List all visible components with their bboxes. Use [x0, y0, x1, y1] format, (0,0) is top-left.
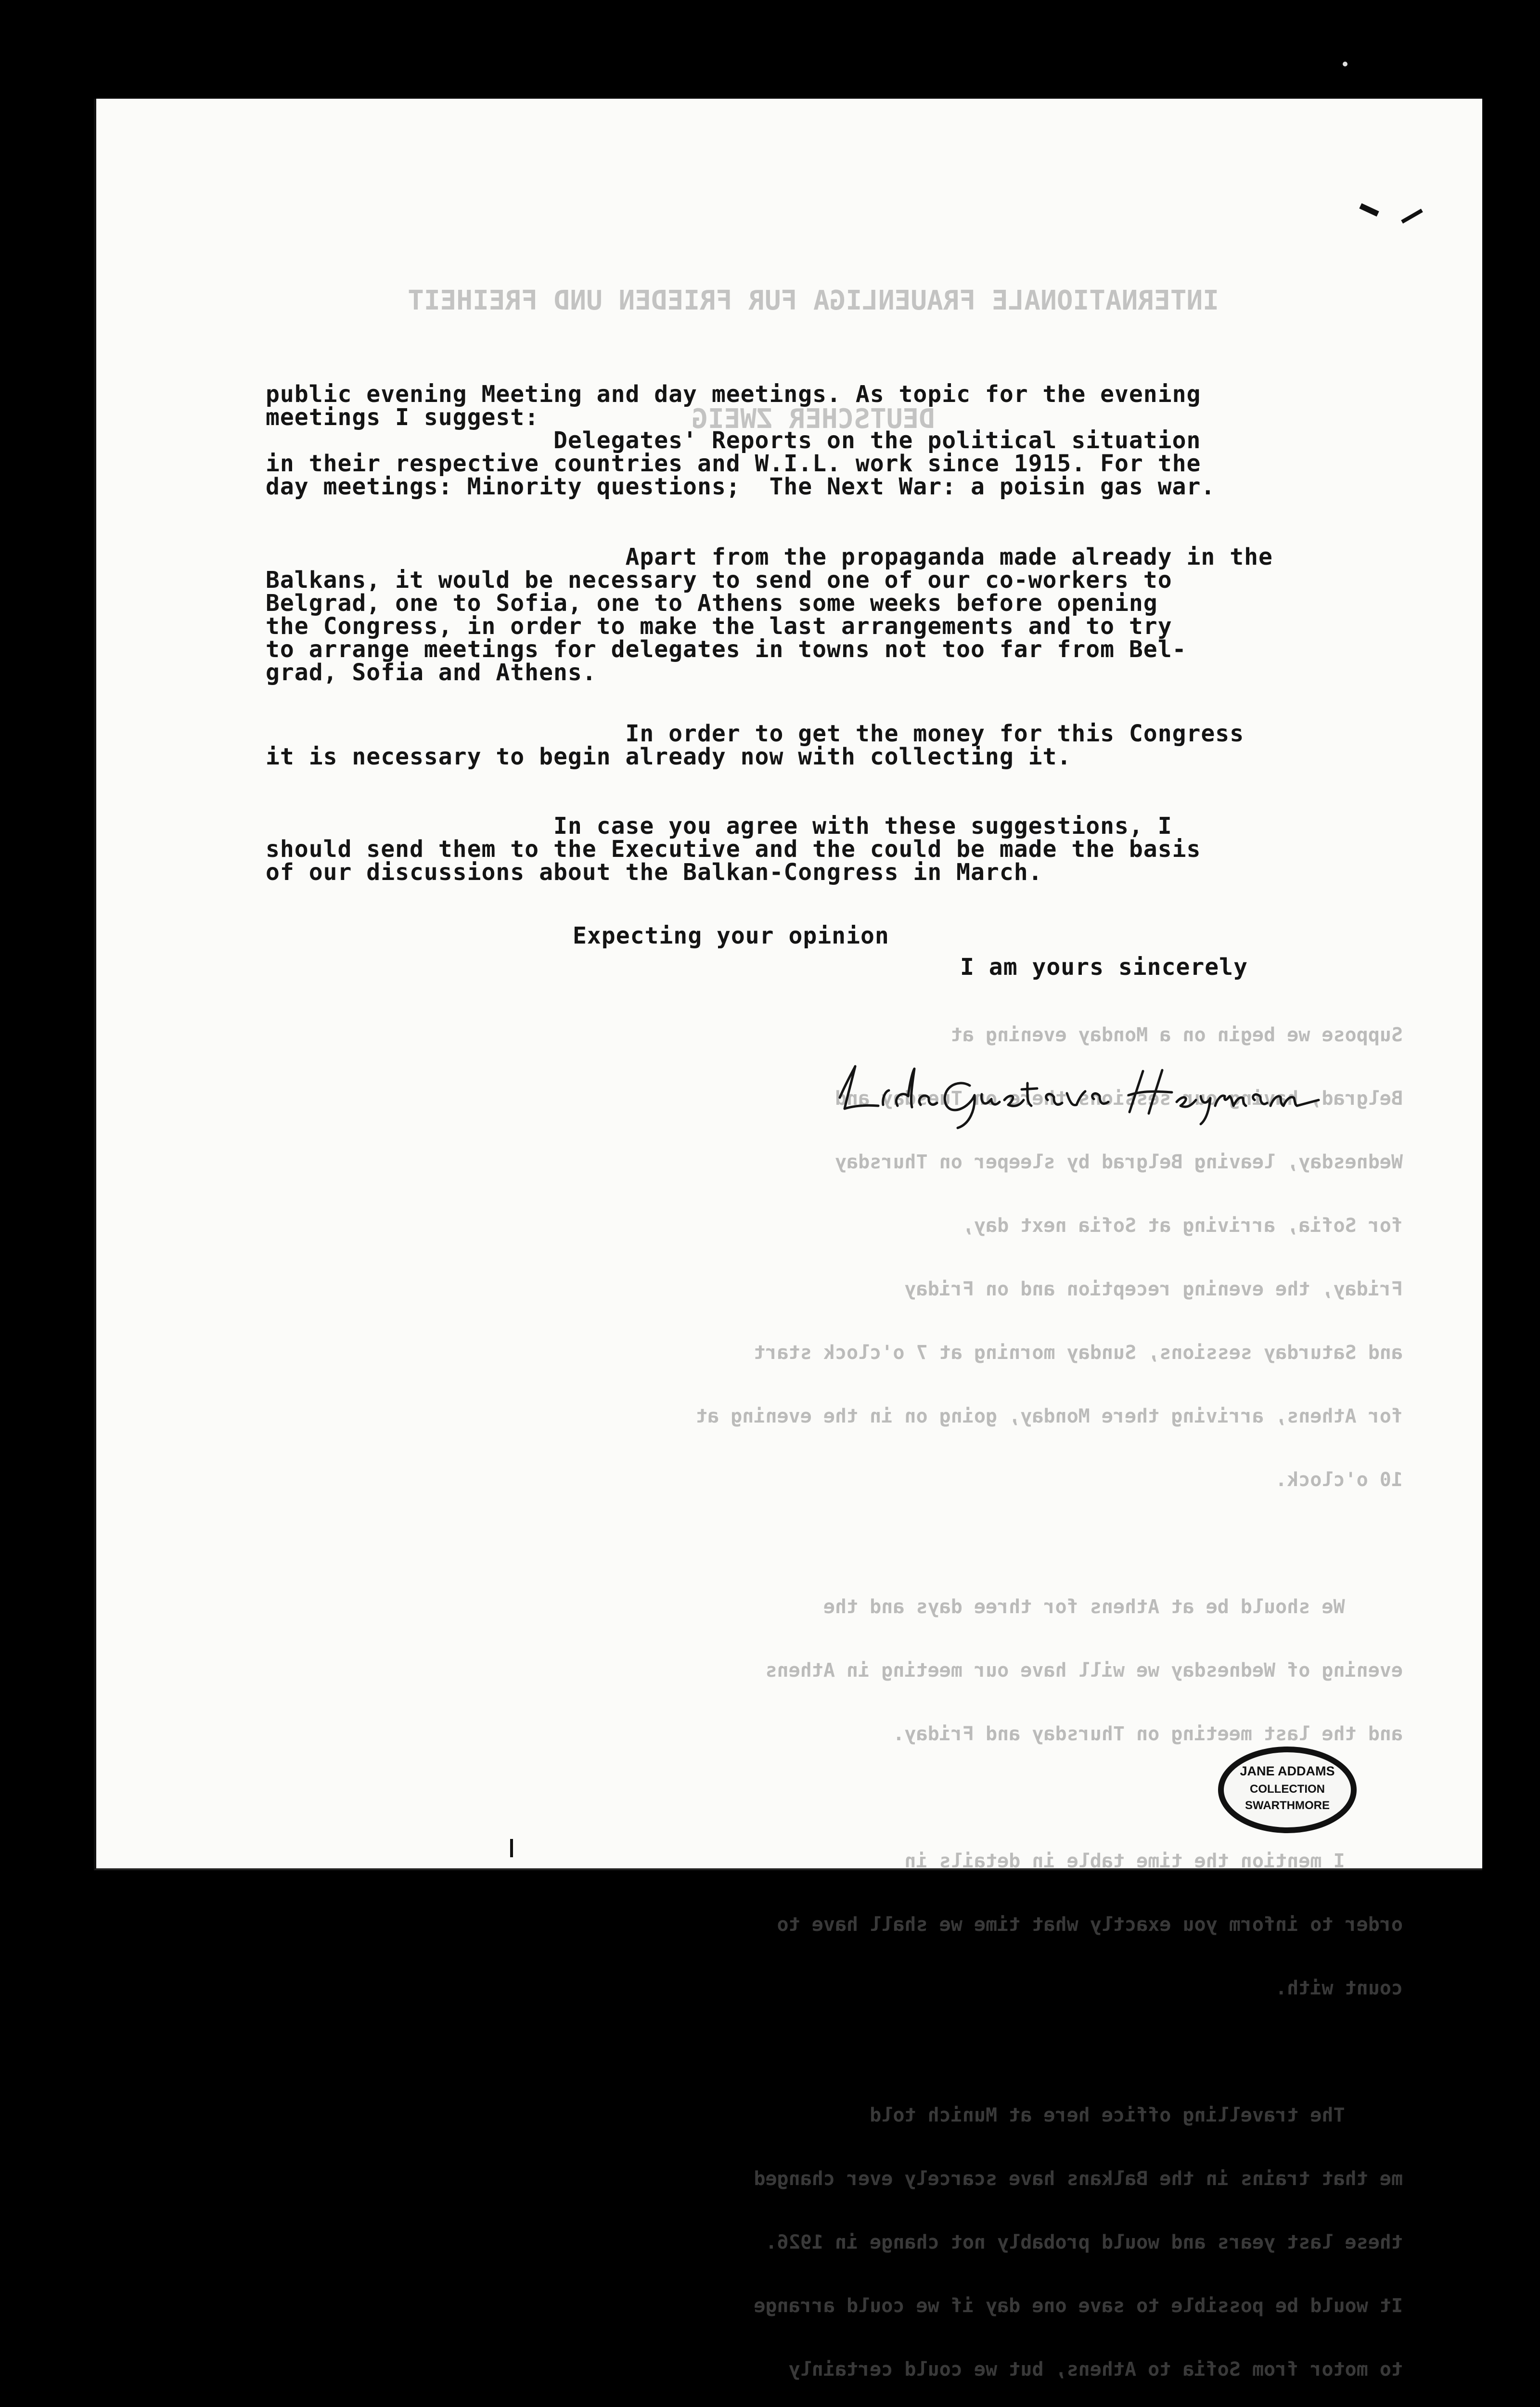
paragraph-meetings: public evening Meeting and day meetings. As topic for the evening meetings I suggest: Delegates' Reports on the political situation in their respective countries and W.I.L. work since 1915. For the day meetings: Minority questions; The Next War: a poisin gas war.: [266, 381, 1216, 500]
valediction: I am yours sincerely: [960, 954, 1248, 981]
document-page: [94, 99, 1482, 2381]
closing-line: Expecting your opinion: [573, 922, 889, 949]
paragraph-suggestions: In case you agree with these suggestions, I should send them to the Executive and the could be made the basis of our discussions about the Balkan-Congress in March.: [266, 813, 1201, 886]
stamp-line-3: SWARTHMORE: [1245, 1799, 1330, 1812]
scan-speck: [1343, 62, 1348, 66]
paragraph-money: In order to get the money for this Congress it is necessary to begin already now with collecting it.: [266, 720, 1245, 770]
letterhead-line-2: DEUTSCHER ZWEIG: [692, 403, 935, 435]
reverse-side-show-through: Suppose we begin on a Monday evening at Belgrad, having our sessions there on Tuesday and Wednesday, leaving Belgrad by sleeper on Thursday for Sofia, arriving at Sofia next day, Friday, the evening reception and on Friday and Saturday sessions, Sunday morning at 7 o'clock start for Athens, arriving there Monday, going on in the evening at 10 o'clock. We should be at Athens for three days and the evening of Wednesday we will have our meeting in Athens and the last meeting on Thursday and Friday. I mention the time table in details in order to inform you exactly what time we shall have to count with. The travelling office here at Munich told me that trains in the Balkans have scarcely ever changed these last years and would probably not change in 1926. It would be possible to save one day if we could arrange to motor from Sofia to Athens, but we could certainly: [695, 1024, 1403, 2381]
ink-speck: [510, 1839, 513, 1857]
stamp-line-2: COLLECTION: [1250, 1783, 1325, 1796]
stamp-line-1: JANE ADDAMS: [1240, 1764, 1335, 1778]
handwritten-signature: [825, 1052, 1321, 1129]
letterhead-line-1: INTERNATIONALE FRAUENLIGA FUR FRIEDEN UND FREIHEIT: [408, 285, 1219, 316]
paragraph-propaganda: Apart from the propaganda made already in the Balkans, it would be necessary to send one of our co-workers to Belgrad, one to Sofia, one to Athens some weeks before opening the Congress, in order to make the last arrangements and to try to arrange meetings for delegates in towns not too far from Bel- grad, Sofia and Athens.: [266, 544, 1273, 686]
collection-stamp: [1215, 1743, 1360, 1837]
